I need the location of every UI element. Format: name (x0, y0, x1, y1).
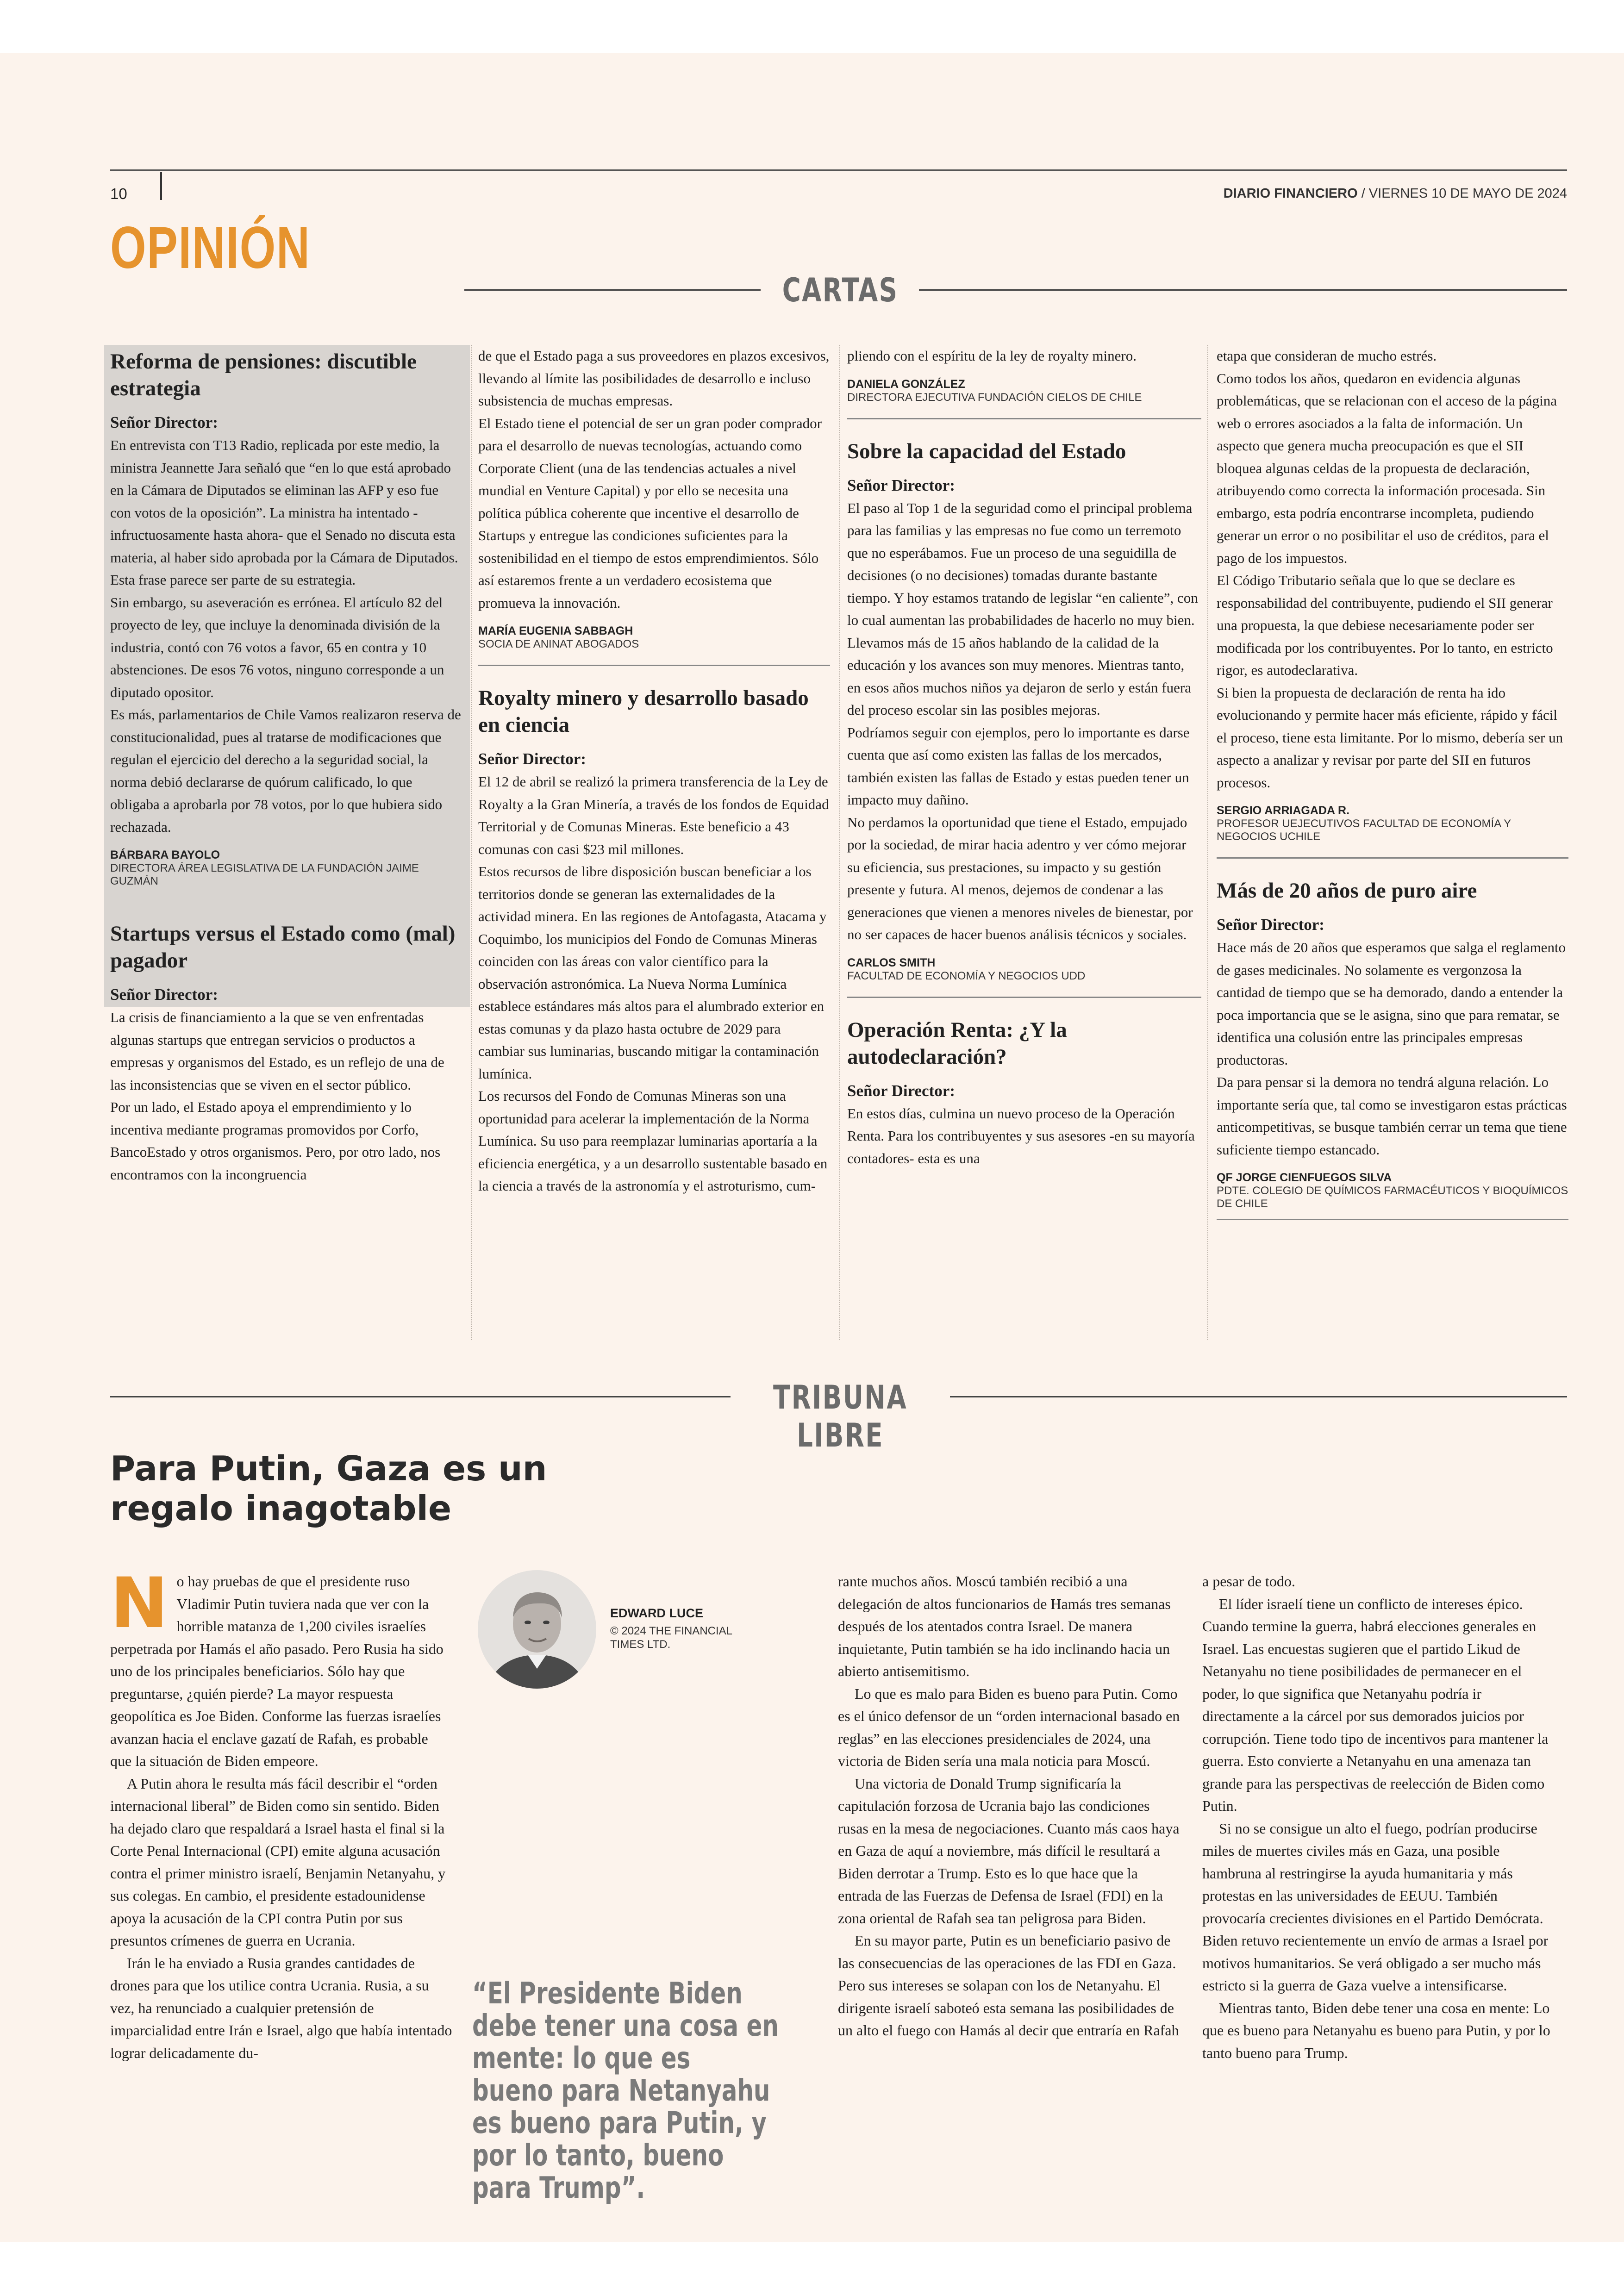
letter-author-role: SOCIA DE ANINAT ABOGADOS (478, 638, 639, 650)
letter-author: BÁRBARA BAYOLO (110, 848, 220, 861)
letter-paragraph: Estos recursos de libre disposición buscan beneficiar a los territorios donde se generan las externalidades de la actividad minera. En las regiones de Antofagasta, Atacama y Coquimbo, los municipios del Fondo de Comunas Mineras coinciden con las áreas con valor científico para la observación astronómica. La Nueva Norma Lumínica establece estándares más altos para el alumbrado exterior en estas comunas y da plazo hasta octubre de 2029 para cambiar sus luminarias, buscando mitigar la contaminación lumínica. (478, 863, 827, 1082)
letter-paragraph: Da para pensar si la demora no tendrá alguna relación. Lo importante sería que, tal como se investigaron estas prácticas anticompetitivas, se busque también cerrar un tema que tiene suficiente tiempo estancado. (1217, 1074, 1567, 1158)
letter-author: DANIELA GONZÁLEZ (847, 377, 965, 391)
letter-paragraph: En estos días, culmina un nuevo proceso de la Operación Renta. Para los contribuyentes y sus asesores -en su mayoría contadores- esta es una (847, 1105, 1195, 1166)
section-title: OPINIÓN (110, 215, 311, 281)
tribuna-rule-right (950, 1396, 1567, 1397)
article-column-3 (838, 1570, 1181, 2042)
letter-author: MARÍA EUGENIA SABBAGH (478, 624, 633, 637)
article-column-1 (110, 1563, 453, 2064)
letter-divider (1217, 857, 1568, 859)
article-paragraph: A Putin ahora le resulta más fácil describir el “orden internacional liberal” de Biden como sin sentido. Biden ha dejado claro que respaldará a Israel hasta el final si la Corte Penal Internacional (CPI) emite alguna acusación contra el primer ministro israelí, Benjamin Netanyahu, y sus colegas. En cambio, el presidente estadounidense apoya la acusación de la CPI contra Putin por sus presuntos crímenes de guerra en Ucrania. (110, 1775, 446, 1949)
letter-paragraph: Como todos los años, quedaron en evidencia algunas problemáticas, que se relacionan con el acceso de la página web o errores asociados a la falta de información. Un aspecto que genera mucha preocupación es que el SII bloquea algunas celdas de la propuesta de declaración, atribuyendo como correcta la información procesada. Sin embargo, esta podría encontrarse incompleta, pudiendo generar un error o no posibilitar el uso de créditos, para el pago de los impuestos. (1217, 370, 1557, 566)
letter-salutation: Señor Director: (847, 1081, 955, 1100)
tribuna-heading: TRIBUNA LIBRE (773, 1378, 907, 1454)
letter-author: QF JORGE CIENFUEGOS SILVA (1217, 1171, 1392, 1184)
publication-name: DIARIO FINANCIERO (1223, 186, 1358, 201)
column-separator (471, 345, 472, 1340)
article-column-4 (1202, 1570, 1554, 2064)
letter-author-role: DIRECTORA ÁREA LEGISLATIVA DE LA FUNDACIÓN JAIME GUZMÁN (110, 862, 419, 887)
letter-salutation: Señor Director: (847, 476, 955, 494)
letter-paragraph: Es más, parlamentarios de Chile Vamos realizaron reserva de constitucionalidad, pues al tratarse de modificaciones que regulan el ejercicio del derecho a la seguridad social, la norma debió declararse de quórum calificado, lo que obligaba a aprobarla por 78 votos, por lo que hubiera sido rechazada. (110, 706, 461, 835)
article-paragraph: Mientras tanto, Biden debe tener una cosa en mente: Lo que es bueno para Netanyahu es bueno para Putin, y por lo tanto bueno para Trump. (1202, 1999, 1550, 2061)
letter-divider (847, 997, 1201, 998)
letter-divider (478, 665, 830, 666)
letter-paragraph: etapa que consideran de mucho estrés. (1217, 348, 1437, 364)
letters-column-4 (1217, 345, 1568, 1239)
letter-title: Operación Renta: ¿Y la autodeclaración? (847, 1017, 1067, 1069)
author-portrait (477, 1569, 597, 1690)
author-photo (477, 1569, 597, 1690)
letter-paragraph: Llevamos más de 15 años hablando de la calidad de la educación y los avances son muy menores. Mientras tanto, en esos años muchos niños ya dejaron de serlo y están fuera del proceso escolar sin las posibles mejoras. (847, 634, 1191, 718)
letter-divider (847, 418, 1201, 419)
letter-paragraph: La crisis de financiamiento a la que se ven enfrentadas algunas startups que entregan servicios o productos a empresas y organismos del Estado, es un reflejo de una de las inconsistencias que se viven en el sector público. (110, 1009, 444, 1093)
letter-paragraph: Podríamos seguir con ejemplos, pero lo importante es darse cuenta que así como existen las fallas de los mercados, también existen las fallas de Estado y estas pueden tener un impacto muy dañino. (847, 724, 1190, 808)
letter-paragraph: En entrevista con T13 Radio, replicada por este medio, la ministra Jeannette Jara señaló que “en lo que está aprobado en la Cámara de Diputados se eliminan las AFP y eso fue con votos de la oposición”. La ministra ha intentado -infructuosamente hasta ahora- que el Senado no discuta esta materia, al haber sido aprobada por la Cámara de Diputados. Esta frase parece ser parte de su estrategia. (110, 437, 458, 588)
letter-salutation: Señor Director: (110, 985, 218, 1004)
cartas-rule-right (919, 289, 1567, 291)
letter-salutation: Señor Director: (1217, 916, 1324, 934)
letters-column-3 (847, 345, 1201, 1170)
byline-credit: © 2024 THE FINANCIAL TIMES LTD. (610, 1625, 732, 1651)
article-paragraph: Si no se consigue un alto el fuego, podrían producirse miles de muertes civiles más en Gaza, una posible hambruna al restringirse la ayuda humanitaria y más protestas en las universidades de EEUU. También provocaría crecientes divisiones en el Partido Demócrata. Biden retuvo recientemente un envío de armas a Israel por motivos humanitarios. Se verá obligado a ser mucho más estricto si la guerra de Gaza vuelve a intensificarse. (1202, 1820, 1549, 1994)
letter-salutation: Señor Director: (110, 413, 218, 431)
column-separator (1207, 345, 1208, 1340)
top-rule (110, 169, 1567, 171)
column-separator (839, 345, 840, 1340)
letter-paragraph: El Estado tiene el potencial de ser un gran poder comprador para el desarrollo de nuevas tecnologías, actuando como Corporate Client (una de las tendencias actuales a nivel mundial en Venture Capital) y por ello se necesita una política pública coherente que incentive el desarrollo de Startups y entregue las condiciones suficientes para la sostenibilidad en el tiempo de estos emprendimientos. Sólo así estaremos frente a un verdadero ecosistema que promueva la innovación. (478, 415, 822, 611)
cartas-heading: CARTAS (782, 271, 899, 309)
tribuna-rule-left (110, 1396, 731, 1397)
letter-paragraph: Por un lado, el Estado apoya el emprendimiento y lo incentiva mediante programas promovidos por Corfo, BancoEstado y otros organismos. Pero, por otro lado, nos encontramos con la incongruencia (110, 1099, 441, 1183)
letter-author-role: PROFESOR UEJECUTIVOS FACULTAD DE ECONOMÍA Y NEGOCIOS UCHILE (1217, 817, 1511, 843)
cartas-rule-left (464, 289, 761, 291)
article-paragraph: En su mayor parte, Putin es un beneficiario pasivo de las consecuencias de las operaciones de las FDI en Gaza. Pero sus intereses se solapan con los de Netanyahu. El dirigente israelí saboteó esta semana las posibilidades de un alto el fuego con Hamás al decir que entraría en Rafah (838, 1932, 1179, 2039)
letter-divider (1217, 1219, 1568, 1220)
letter-salutation: Señor Director: (478, 750, 586, 768)
letter-title: Startups versus el Estado como (mal) pagador (110, 922, 456, 973)
publication-date: / VIERNES 10 DE MAYO DE 2024 (1361, 186, 1567, 201)
letters-column-1 (110, 348, 462, 1186)
article-paragraph (110, 1563, 453, 1772)
letter-title: Royalty minero y desarrollo basado en ciencia (478, 686, 809, 737)
letter-title: Reforma de pensiones: discutible estrategia (110, 349, 417, 400)
page-number-divider (160, 172, 162, 200)
letter-paragraph: No perdamos la oportunidad que tiene el Estado, empujado por la sociedad, de mirar hacia adentro y ver cómo mejorar su eficiencia, sus prestaciones, su impacto y su gestión presente y futura. Al menos, dejemos de condenar a las generaciones que vienen a menores niveles de bienestar, por no ser capaces de hacer buenos análisis técnicos y sociales. (847, 814, 1193, 942)
letter-author: SERGIO ARRIAGADA R. (1217, 804, 1350, 817)
letter-paragraph: Sin embargo, su aseveración es errónea. El artículo 82 del proyecto de ley, que incluye la denominada división de la industria, contó con 76 votos a favor, 65 en contra y 10 abstenciones. De esos 76 votos, ninguno corresponde a un diputado opositor. (110, 594, 444, 700)
letter-author: CARLOS SMITH (847, 956, 936, 969)
letter-paragraph: de que el Estado paga a sus proveedores en plazos excesivos, llevando al límite las posibilidades de desarrollo e incluso subsistencia de muchas empresas. (478, 348, 830, 409)
letter-author-role: FACULTAD DE ECONOMÍA Y NEGOCIOS UDD (847, 969, 1086, 982)
letter-paragraph: Si bien la propuesta de declaración de renta ha ido evolucionando y permite hacer más eficiente, rápido y fácil el proceso, tiene esta limitante. Por lo mismo, debería ser un aspecto a analizar y revisar por parte del SII en futuros procesos. (1217, 684, 1563, 791)
article-paragraph: Irán le ha enviado a Rusia grandes cantidades de drones para que los utilice contra Ucrania. Rusia, a su vez, ha renunciado a cualquier pretensión de imparcialidad entre Irán e Israel, algo que había intentado lograr delicadamente du- (110, 1954, 452, 2061)
page-number: 10 (110, 185, 127, 202)
article-paragraph-text: o hay pruebas de que el presidente ruso Vladimir Putin tuviera nada que ver con la horrible matanza de 1,200 civiles israelíes perpetrada por Hamás el año pasado. Pero Rusia ha sido uno de los principales beneficiarios. Sólo hay que preguntarse, ¿quién pierde? La mayor respuesta geopolítica es Joe Biden. Conforme las fuerzas israelíes avanzan hacia el enclave gazatí de Rafah, es probable que la situación de Biden empeore. (110, 1573, 443, 1769)
letter-author-role: DIRECTORA EJECUTIVA FUNDACIÓN CIELOS DE CHILE (847, 391, 1142, 404)
letter-author-role: PDTE. COLEGIO DE QUÍMICOS FARMACÉUTICOS Y BIOQUÍMICOS DE CHILE (1217, 1185, 1568, 1210)
article-paragraph: Lo que es malo para Biden es bueno para Putin. Como es el único defensor de un “orden internacional basado en reglas” en las elecciones presidenciales de 2024, una victoria de Biden sería una mala noticia para Moscú. (838, 1685, 1180, 1769)
letter-paragraph: El paso al Top 1 de la seguridad como el principal problema para las familias y las empresas no fue como un terremoto que no esperábamos. Fue un proceso de una seguidilla de decisiones (o no decisiones) tomadas durante bastante tiempo. Y hoy estamos tratando de legislar “en caliente”, con lo cual aumentan las probabilidades de hacerlo no muy bien. (847, 499, 1198, 628)
publication-line (1224, 186, 1567, 201)
article-paragraph: El líder israelí tiene un conflicto de intereses épico. Cuando termine la guerra, habrá elecciones generales en Israel. Las encuestas sugieren que el partido Likud de Netanyahu no tiene posibilidades de permanecer en el poder, lo que significa que Netanyahu podría ir directamente a la cárcel por sus demorados juicios por corrupción. Tiene todo tipo de incentivos para mantener la guerra. Esto convierte a Netanyahu en una amenaza tan grande para las perspectivas de reelección de Biden como Putin. (1202, 1595, 1549, 1814)
letter-paragraph: El Código Tributario señala que lo que se declare es responsabilidad del contribuyente, pudiendo el SII generar una propuesta, la que debiese necesariamente poder ser modificada por los contribuyentes. Por lo tanto, en estricto rigor, es autodeclarativa. (1217, 572, 1553, 678)
letter-paragraph: Hace más de 20 años que esperamos que salga el reglamento de gases medicinales. No solamente es vergonzosa la cantidad de tiempo que se ha demorado, dando a entender la poca importancia que se le asigna, sino que para rematar, se identifica una colusión entre las principales empresas productoras. (1217, 939, 1566, 1068)
article-headline: Para Putin, Gaza es un regalo inagotable (110, 1449, 547, 1528)
letter-title: Más de 20 años de puro aire (1217, 879, 1477, 903)
letter-paragraph: pliendo con el espíritu de la ley de royalty minero. (847, 348, 1137, 364)
drop-cap: N (110, 1563, 169, 1644)
letter-paragraph: Los recursos del Fondo de Comunas Mineras son una oportunidad para acelerar la implementación de la Norma Lumínica. Su uso para reemplazar luminarias aportaría a la eficiencia energética, y a un desarrollo sustentable basado en la ciencia a través de la astronomía y el astroturismo, cum- (478, 1088, 828, 1194)
article-paragraph: rante muchos años. Moscú también recibió a una delegación de altos funcionarios de Hamás tres semanas después de los atentados contra Israel. De manera inquietante, Putin también se ha ido inclinando hacia un abierto antisemitismo. (838, 1573, 1171, 1679)
byline (610, 1606, 749, 1651)
pull-quote: “El Presidente Biden debe tener una cosa en mente: lo que es bueno para Netanyahu es bueno para Putin, y por lo tanto, bueno para Trump”. (472, 1977, 779, 2205)
letter-title: Sobre la capacidad del Estado (847, 439, 1126, 463)
article-paragraph: a pesar de todo. (1202, 1573, 1295, 1590)
letter-paragraph: El 12 de abril se realizó la primera transferencia de la Ley de Royalty a la Gran Minería, a través de los fondos de Equidad Territorial y de Comunas Mineras. Este beneficio a 43 comunas con casi $23 mil millones. (478, 773, 829, 857)
article-paragraph: Una victoria de Donald Trump significaría la capitulación forzosa de Ucrania bajo las condiciones rusas en la mesa de negociaciones. Cuanto más caos haya en Gaza de aquí a noviembre, más difícil le resultará a Biden derrotar a Trump. Esto es lo que hace que la entrada de las Fuerzas de Defensa de Israel (FDI) en la zona oriental de Rafah sea tan peligrosa para Biden. (838, 1775, 1180, 1927)
letters-column-2 (478, 345, 830, 1197)
byline-author: EDWARD LUCE (610, 1606, 703, 1620)
